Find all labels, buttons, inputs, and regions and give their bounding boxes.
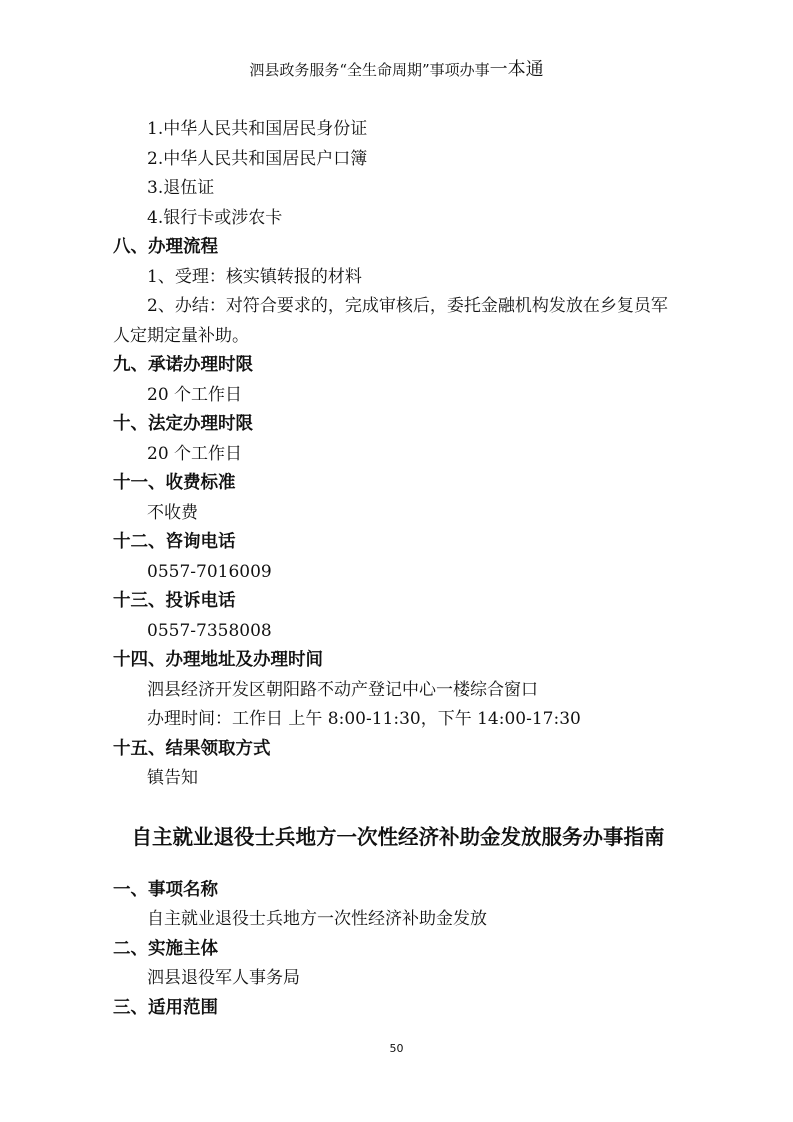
complaint-phone-value: 0557-7358008: [147, 620, 272, 641]
section-heading-legal-time: 十、法定办理时限: [113, 414, 253, 434]
agency-value: 泗县退役军人事务局: [147, 968, 300, 988]
legal-time-value: 20 个工作日: [147, 443, 243, 464]
section-heading-result: 十五、结果领取方式: [113, 738, 271, 759]
process-step-complete: 2、办结：对符合要求的，完成审核后，委托金融机构发放在乡复员军人定期定量补助。: [113, 296, 668, 346]
consult-phone-value: 0557-7016009: [147, 561, 272, 582]
section-heading-scope: 三、适用范围: [113, 997, 218, 1018]
section-heading-complaint-phone: 十三、投诉电话: [113, 591, 236, 611]
running-header: [0, 60, 793, 80]
document-body: [113, 115, 683, 1023]
section-heading-item-name: 一、事项名称: [113, 879, 218, 900]
material-item: 2.中华人民共和国居民户口簿: [147, 148, 368, 169]
material-item: 3.退伍证: [147, 178, 215, 198]
section-heading-agency: 二、实施主体: [113, 938, 218, 959]
material-item: 4.银行卡或涉农卡: [147, 207, 283, 228]
section-heading-fee: 十一、收费标准: [113, 473, 236, 493]
running-header-emphasis: 一本通: [489, 59, 544, 80]
material-item: 1.中华人民共和国居民身份证: [147, 119, 368, 139]
running-header-title: 泗县政务服务“全生命周期”事项办事: [249, 61, 490, 79]
fee-value: 不收费: [147, 502, 198, 523]
section-heading-consult-phone: 十二、咨询电话: [113, 532, 236, 552]
guide-title: 自主就业退役士兵地方一次性经济补助金发放服务办事指南: [131, 824, 665, 849]
process-step-accept: 1、受理：核实镇转报的材料: [147, 266, 362, 287]
address-hours: 办理时间：工作日 上午 8:00-11:30，下午 14:00-17:30: [147, 709, 581, 729]
item-name-value: 自主就业退役士兵地方一次性经济补助金发放: [147, 909, 487, 929]
section-heading-promised-time: 九、承诺办理时限: [113, 355, 253, 375]
section-heading-process: 八、办理流程: [113, 237, 218, 257]
address-location: 泗县经济开发区朝阳路不动产登记中心一楼综合窗口: [147, 679, 538, 700]
promised-time-value: 20 个工作日: [147, 384, 243, 405]
result-value: 镇告知: [147, 768, 198, 788]
page-number: 50: [389, 1042, 404, 1055]
section-heading-address: 十四、办理地址及办理时间: [113, 650, 323, 670]
